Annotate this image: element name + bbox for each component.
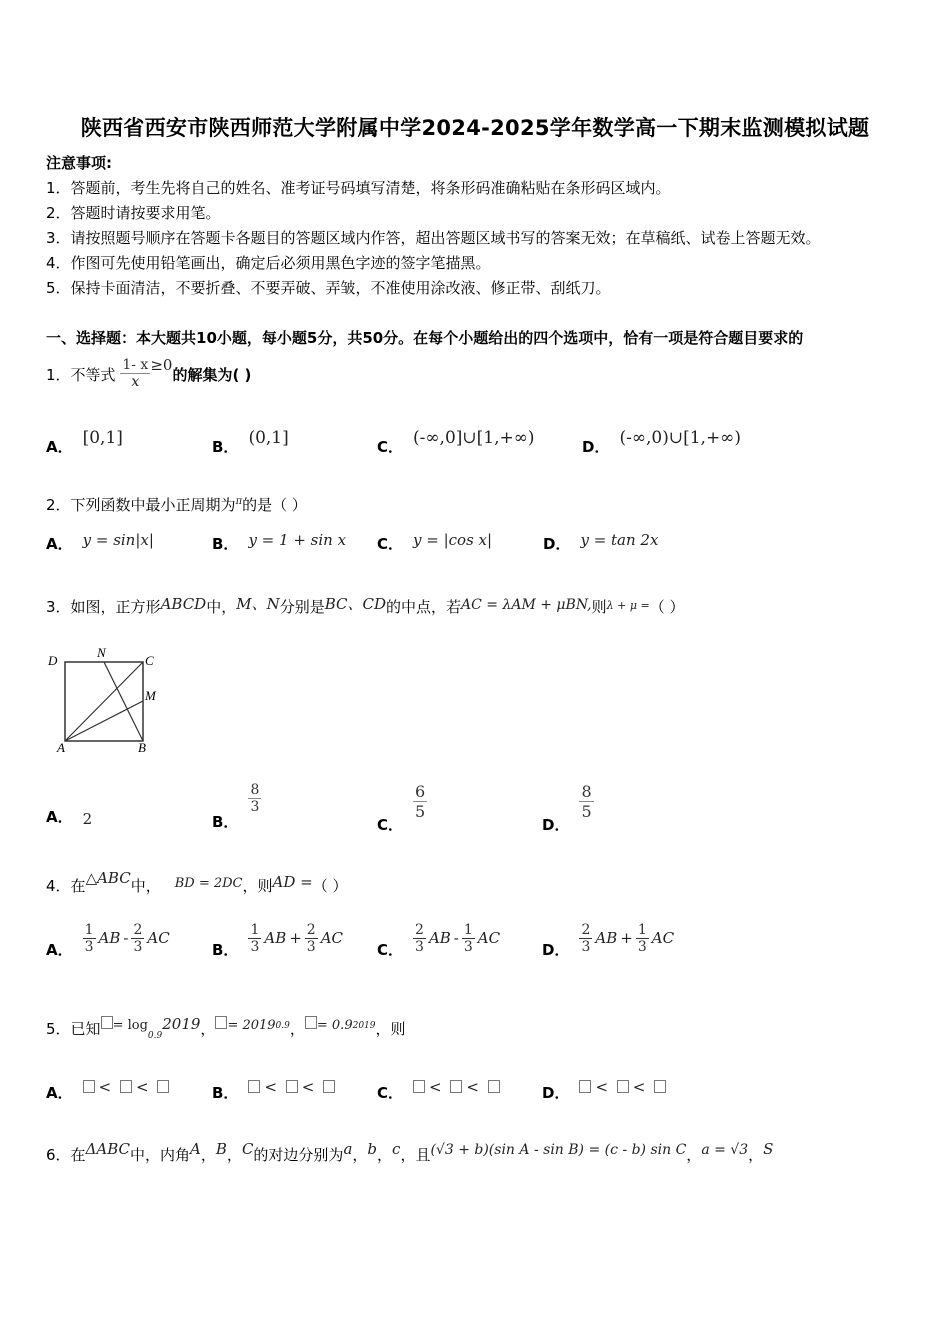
page-title: 陕西省西安市陕西师范大学附属中学2024-2025学年数学高一下期末监测模拟试题 xyxy=(80,116,870,140)
option-c[interactable]: C． $\frac{6}{5}$ xyxy=(377,782,426,834)
vertex-label-a: A xyxy=(57,740,65,755)
point-label-m: M xyxy=(145,688,156,703)
question-6: 6．在ΔABC中，内角A，B，C的对边分别为a，b，c，且(√3 + b)(sin A - sin B) = (c - b) sin C，a = √3，S xyxy=(46,1140,774,1164)
question-2: 2．下列函数中最小正周期为$^\pi$的是（ ） xyxy=(46,496,307,514)
square-diagram xyxy=(44,646,174,756)
missing-symbol-placeholder xyxy=(101,1016,113,1029)
notice-item: 3．请按照题号顺序在答题卡各题目的答题区域内作答，超出答题区域书写的答案无效；在草稿纸、试卷上答题无效。 xyxy=(46,229,821,247)
question-number: 5． xyxy=(46,1020,71,1038)
missing-symbol-placeholder xyxy=(215,1016,227,1029)
option-d[interactable]: D． $\frac{8}{5}$ xyxy=(542,782,592,834)
option-b[interactable]: B． $\frac{1}{3}$ AB + $\frac{2}{3}$ AC xyxy=(212,922,344,959)
question-number: 1． xyxy=(46,366,71,384)
question-text: 下列函数中最小正周期为 xyxy=(70,496,236,514)
segment-bn xyxy=(104,662,143,741)
question-number: 2． xyxy=(46,496,71,514)
option-b[interactable]: B． y = 1 + sin x xyxy=(212,531,347,553)
section-heading: 一、选择题：本大题共10小题，每小题5分，共50分。在每个小题给出的四个选项中，恰有一项是符合题目要求的 xyxy=(46,329,804,347)
option-a[interactable]: A． $\frac{1}{3}$ AB - $\frac{2}{3}$ AC xyxy=(46,922,170,959)
notice-item: 2．答题时请按要求用笔。 xyxy=(46,204,221,222)
question-1: 1．不等式 $\frac{1- x}{x}$ ≥0的解集为( ) xyxy=(46,356,252,390)
option-b[interactable]: B． (0,1] xyxy=(212,428,289,456)
option-a[interactable]: A． y = sin|x| xyxy=(46,531,154,553)
question-number: 3． xyxy=(46,598,71,616)
question-5: 5．已知 = $\log_{0.9}2019$， = $2019^{0.9}$， = $0.9^{2019}$，则 xyxy=(46,1015,406,1041)
diagonal-ac xyxy=(65,662,143,741)
option-d[interactable]: D． (-∞,0)∪[1,+∞) xyxy=(582,428,741,456)
vertex-label-b: B xyxy=(138,740,146,755)
option-b[interactable]: B． < < xyxy=(212,1082,335,1103)
segment-am xyxy=(65,701,143,741)
notice-item: 1．答题前，考生先将自己的姓名、准考证号码填写清楚，将条形码准确粘贴在条形码区域内。 xyxy=(46,179,671,197)
option-a[interactable]: A． 2 xyxy=(46,808,93,828)
option-b[interactable]: B． $\frac{8}{3}$ xyxy=(212,782,260,831)
option-a[interactable]: A． [0,1] xyxy=(46,428,123,456)
option-c[interactable]: C． $\frac{2}{3}$ AB - $\frac{1}{3}$ AC xyxy=(377,922,501,959)
inequality-fraction: $\frac{1- x}{x}$ xyxy=(122,357,149,390)
option-d[interactable]: D． y = tan 2x xyxy=(543,531,659,553)
point-label-n: N xyxy=(97,646,106,660)
question-3: 3．如图，正方形ABCD中，M、N分别是BC、CD的中点，若AC = λAM + μBN,则$^{\lambda + \mu =}$（ ） xyxy=(46,595,685,616)
option-d[interactable]: D． < < xyxy=(542,1082,666,1103)
vertex-label-c: C xyxy=(145,653,154,668)
option-d[interactable]: D． $\frac{2}{3}$ AB + $\frac{1}{3}$ AC xyxy=(542,922,675,959)
vertex-label-d: D xyxy=(48,653,58,668)
question-number: 4． xyxy=(46,877,71,895)
notice-heading: 注意事项: xyxy=(46,154,112,172)
notice-item: 4．作图可先使用铅笔画出，确定后必须用黑色字迹的签字笔描黑。 xyxy=(46,254,491,272)
option-a[interactable]: A． < < xyxy=(46,1082,169,1103)
notice-item: 5．保持卡面清洁，不要折叠、不要弄破、弄皱，不准使用涂改液、修正带、刮纸刀。 xyxy=(46,279,611,297)
missing-symbol-placeholder xyxy=(305,1016,317,1029)
question-text: 不等式 xyxy=(70,366,116,384)
option-c[interactable]: C． y = |cos x| xyxy=(377,531,493,553)
question-4: 4．在△ABC中， BD = 2DC，则AD =（ ） xyxy=(46,869,348,895)
option-c[interactable]: C． < < xyxy=(377,1082,500,1103)
option-c[interactable]: C． (-∞,0]∪[1,+∞) xyxy=(377,428,535,456)
question-number: 6． xyxy=(46,1146,71,1164)
